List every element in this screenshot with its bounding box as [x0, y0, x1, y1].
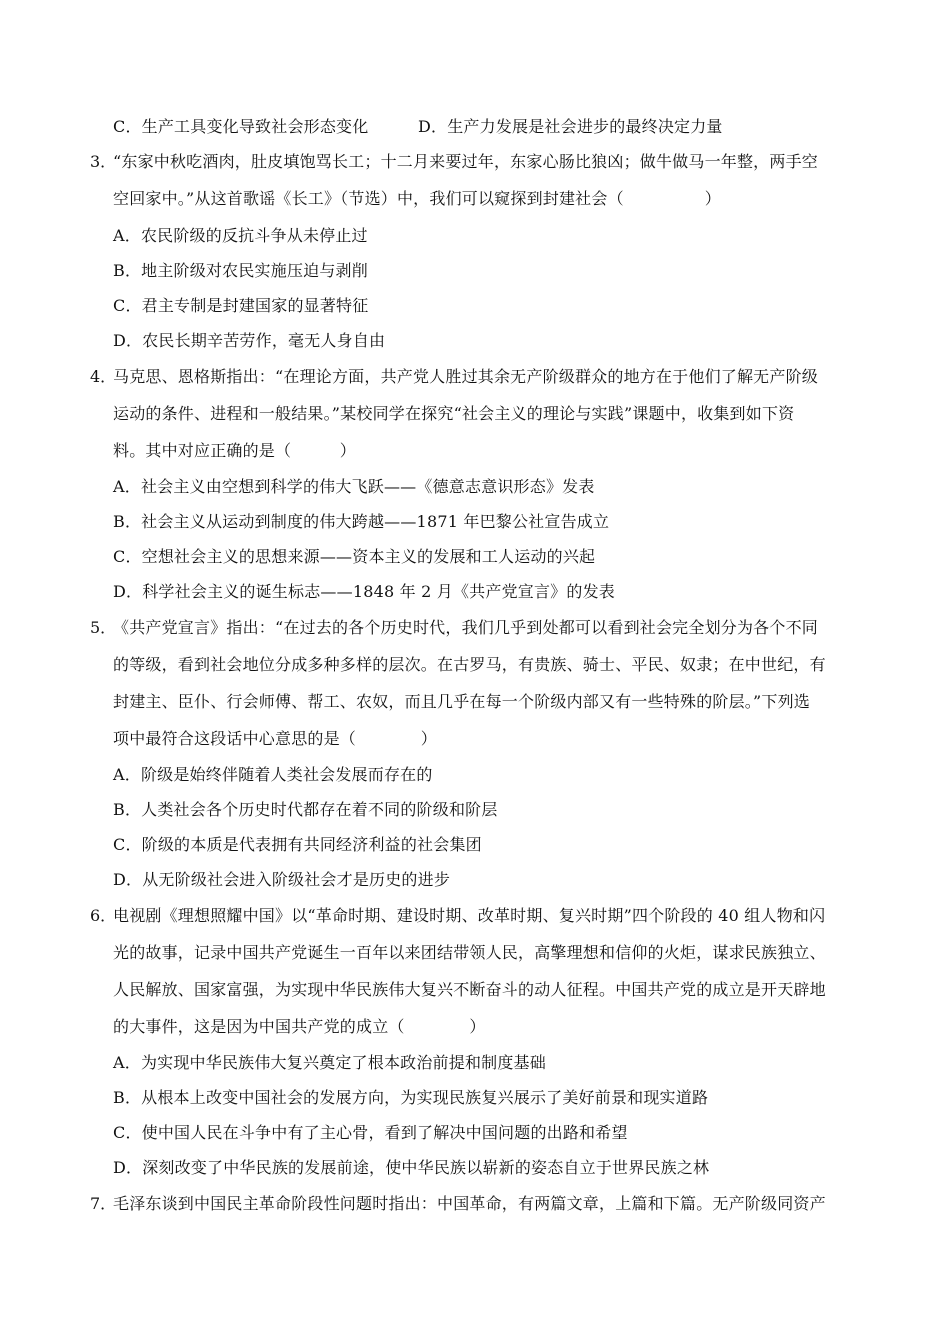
option-a: A．社会主义由空想到科学的伟大飞跃——《德意志意识形态》发表 [113, 477, 595, 496]
question-stem-line: “东家中秋吃酒肉，肚皮填饱骂长工；十二月来要过年，东家心肠比狼凶；做牛做马一年整，两手空 [113, 152, 818, 171]
option-c: C．阶级的本质是代表拥有共同经济利益的社会集团 [113, 835, 482, 854]
question-stem-line: 毛泽东谈到中国民主革命阶段性问题时指出：中国革命，有两篇文章，上篇和下篇。无产阶级同资产 [113, 1194, 826, 1213]
question-number: 4． [90, 367, 117, 386]
question-stem-line: 运动的条件、进程和一般结果。”某校同学在探究“社会主义的理论与实践”课题中，收集到如下资 [113, 404, 795, 423]
question-stem-line: 马克思、恩格斯指出：“在理论方面，共产党人胜过其余无产阶级群众的地方在于他们了解无产阶级 [113, 367, 818, 386]
option-b: B．人类社会各个历史时代都存在着不同的阶级和阶层 [113, 800, 498, 819]
question-number: 5． [90, 618, 117, 637]
option-b: B．地主阶级对农民实施压迫与剥削 [113, 261, 368, 280]
question-stem-line: 的等级，看到社会地位分成多种多样的层次。在古罗马，有贵族、骑士、平民、奴隶；在中世纪，有 [113, 655, 826, 674]
question-stem-line: 光的故事，记录中国共产党诞生一百年以来团结带领人民，高擎理想和信仰的火炬，谋求民族独立、 [113, 943, 826, 962]
question-stem-line: 料。其中对应正确的是（ ） [113, 441, 357, 460]
option-d-prev: D．生产力发展是社会进步的最终决定力量 [418, 117, 723, 136]
option-d: D．从无阶级社会进入阶级社会才是历史的进步 [113, 870, 451, 889]
option-d: D．深刻改变了中华民族的发展前途，使中华民族以崭新的姿态自立于世界民族之林 [113, 1158, 710, 1177]
option-c: C．使中国人民在斗争中有了主心骨，看到了解决中国问题的出路和希望 [113, 1123, 628, 1142]
option-b: B．从根本上改变中国社会的发展方向，为实现民族复兴展示了美好前景和现实道路 [113, 1088, 709, 1107]
question-stem-line: 人民解放、国家富强，为实现中华民族伟大复兴不断奋斗的动人征程。中国共产党的成立是开天辟地 [113, 980, 826, 999]
question-stem-line: 的大事件，这是因为中国共产党的成立（ ） [113, 1017, 486, 1036]
option-c-prev: C．生产工具变化导致社会形态变化 [113, 117, 369, 136]
option-a: A．为实现中华民族伟大复兴奠定了根本政治前提和制度基础 [113, 1053, 546, 1072]
question-number: 6． [90, 906, 117, 925]
option-c: C．君主专制是封建国家的显著特征 [113, 296, 369, 315]
question-stem-line: 项中最符合这段话中心意思的是（ ） [113, 729, 438, 748]
question-stem-line: 空回家中。”从这首歌谣《长工》（节选）中，我们可以窥探到封建社会（ ） [113, 189, 721, 208]
option-d: D．农民长期辛苦劳作，毫无人身自由 [113, 331, 386, 350]
question-number: 7． [90, 1194, 117, 1213]
option-c: C．空想社会主义的思想来源——资本主义的发展和工人运动的兴起 [113, 547, 596, 566]
question-stem-line: 电视剧《理想照耀中国》以“革命时期、建设时期、改革时期、复兴时期”四个阶段的 40 组人物和闪 [113, 906, 826, 925]
question-stem-line: 封建主、臣仆、行会师傅、帮工、农奴，而且几乎在每一个阶级内部又有一些特殊的阶层。”下列选 [113, 692, 810, 711]
question-stem-line: 《共产党宣言》指出：“在过去的各个历史时代，我们几乎到处都可以看到社会完全划分为各个不同 [113, 618, 818, 637]
question-number: 3． [90, 152, 117, 171]
option-a: A．农民阶级的反抗斗争从未停止过 [113, 226, 368, 245]
option-a: A．阶级是始终伴随着人类社会发展而存在的 [113, 765, 433, 784]
option-d: D．科学社会主义的诞生标志——1848 年 2 月《共产党宣言》的发表 [113, 582, 615, 601]
option-b: B．社会主义从运动到制度的伟大跨越——1871 年巴黎公社宣告成立 [113, 512, 610, 531]
